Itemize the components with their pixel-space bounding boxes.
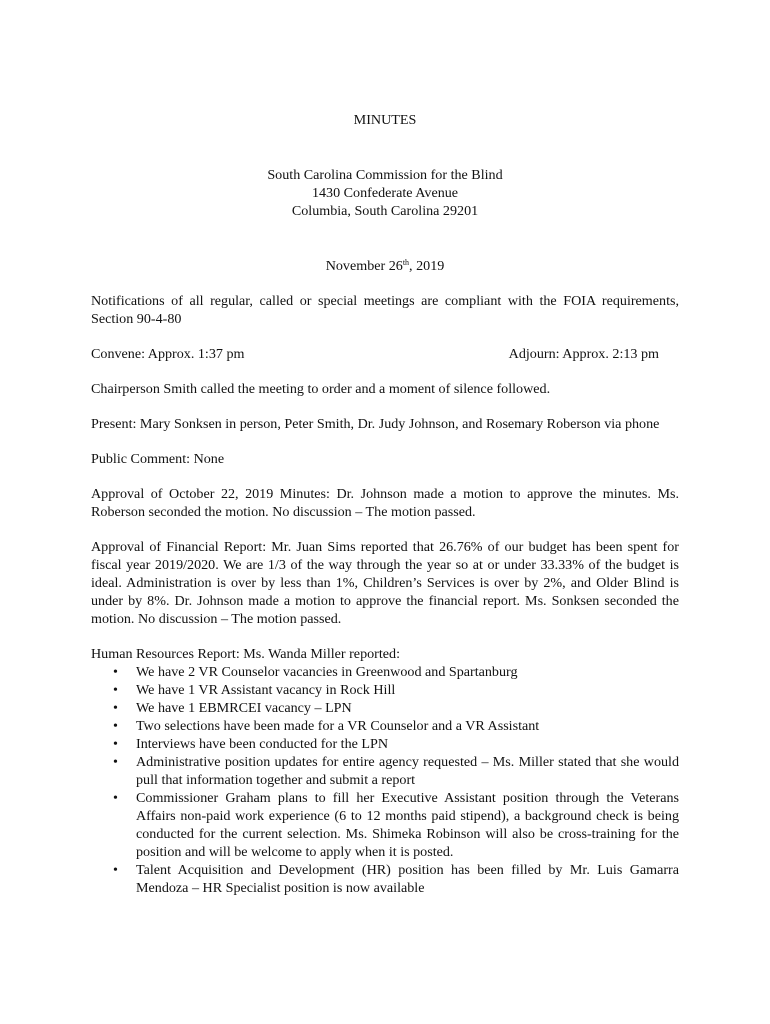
date-ordinal: th [402,258,410,267]
list-item [91,753,679,789]
bullet-icon: • [113,700,118,716]
city-state-zip: Columbia, South Carolina 29201 [291,203,479,219]
bullet-icon: • [113,718,118,734]
list-item-text: Administrative position updates for entire agency requested – Ms. Miller stated that she would pull that information together and submit a report [136,754,679,788]
financial-report: Approval of Financial Report: Mr. Juan Sims reported that 26.76% of our budget has been spent for fiscal year 2019/2020. We are 1/3 of the way through the year so at or under 33.33% of the budget is ideal. Administration is over by less than 1%, Children’s Services is over by 2%, and Older Blind is under by 8%. Dr. Johnson made a motion to approve the financial report. Ms. Sonksen seconded the motion. No discussion – The motion passed. [91,539,679,627]
list-item [91,699,679,717]
list-item [91,735,679,753]
bullet-icon: • [113,754,118,770]
address-block [91,166,679,220]
list-item [91,681,679,699]
hr-report-heading: Human Resources Report: Ms. Wanda Miller reported: [91,646,400,662]
date-prefix: November 26 [325,258,403,274]
call-to-order: Chairperson Smith called the meeting to order and a moment of silence followed. [91,381,551,397]
list-item [91,789,679,861]
minutes-approval: Approval of October 22, 2019 Minutes: Dr. Johnson made a motion to approve the minutes. Ms. Roberson seconded the motion. No discussion – The motion passed. [91,486,679,520]
list-item [91,717,679,735]
date-suffix: , 2019 [409,258,445,274]
minutes-content [91,111,679,897]
bullet-icon: • [113,862,118,878]
meeting-times [91,345,679,363]
foia-notice: Notifications of all regular, called or special meetings are compliant with the FOIA requirements, Section 90-4-80 [91,293,679,327]
list-item-text: Talent Acquisition and Development (HR) position has been filled by Mr. Luis Gamarra Mendoza – HR Specialist position is now available [136,862,679,896]
hr-report-list [91,663,679,897]
list-item-text: Commissioner Graham plans to fill her Executive Assistant position through the Veterans Affairs non-paid work experience (6 to 12 months paid stipend), a background check is being conducted for the current selection. Ms. Shimeka Robinson will also be cross-training for the position and will be welcome to apply when it is posted. [136,790,679,860]
list-item [91,861,679,897]
street-address: 1430 Confederate Avenue [311,185,459,201]
list-item-text: We have 2 VR Counselor vacancies in Greenwood and Spartanburg [136,664,518,680]
list-item-text: We have 1 VR Assistant vacancy in Rock Hill [136,682,396,698]
attendance: Present: Mary Sonksen in person, Peter Smith, Dr. Judy Johnson, and Rosemary Roberson via phone [91,416,660,432]
bullet-icon: • [113,664,118,680]
bullet-icon: • [113,736,118,752]
adjourn-time: Adjourn: Approx. 2:13 pm [508,346,659,362]
bullet-icon: • [113,790,118,806]
list-item [91,663,679,681]
list-item-text: Interviews have been conducted for the LPN [136,736,389,752]
list-item-text: We have 1 EBMRCEI vacancy – LPN [136,700,352,716]
public-comment: Public Comment: None [91,451,225,467]
document-title: MINUTES [353,112,417,128]
list-item-text: Two selections have been made for a VR Counselor and a VR Assistant [136,718,540,734]
organization-name: South Carolina Commission for the Blind [267,167,503,183]
convene-time: Convene: Approx. 1:37 pm [91,346,245,362]
bullet-icon: • [113,682,118,698]
meeting-date [91,257,679,275]
